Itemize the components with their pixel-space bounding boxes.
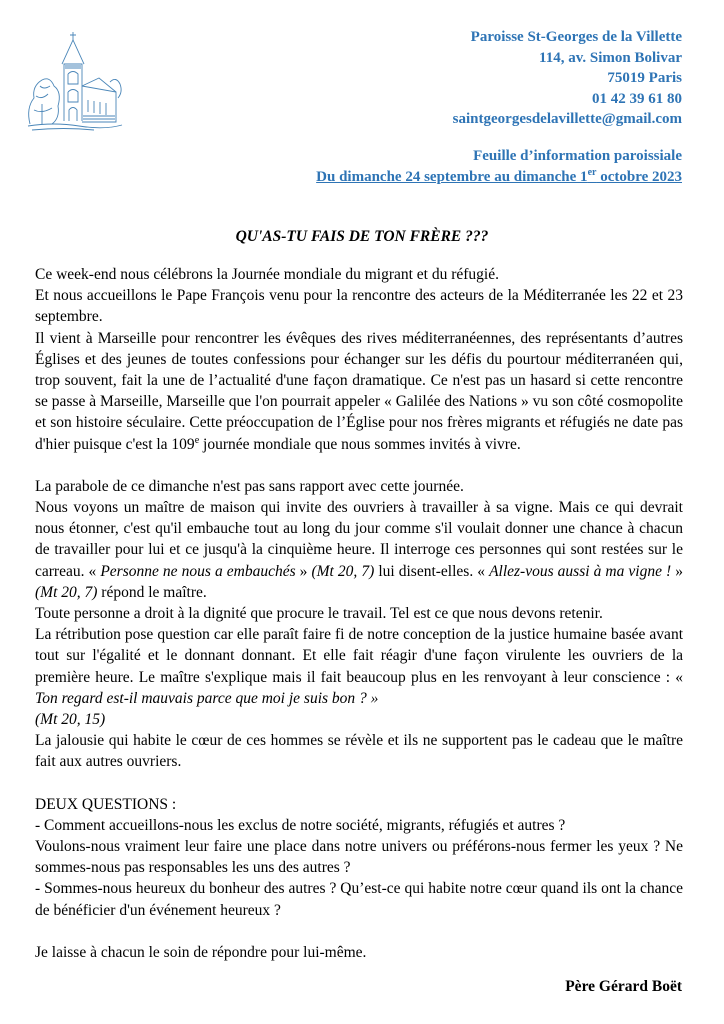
question-item: - Comment accueillons-nous les exclus de notre société, migrants, réfugiés et autres ? (35, 816, 566, 834)
parish-phone: 01 42 39 61 80 (592, 90, 682, 107)
closing-line: Je laisse à chacun le soin de répondre pour lui-même. (35, 943, 367, 961)
paragraph: Ce week-end nous célébrons la Journée mondiale du migrant et du réfugié. (35, 266, 499, 283)
parish-street: 114, av. Simon Bolivar (539, 49, 682, 66)
paragraph: Toute personne a droit à la dignité que procure le travail. Tel est ce que nous devons retenir. (35, 605, 603, 623)
paragraph: Nous voyons un maître de maison qui invite des ouvriers à travailler à sa vigne. Mais ce qui devrait nous étonner, c'est qu'il embauche tout au long du jour comme s'il voulait donner une chance à chacun de travailler pour lui et ce jusqu'à la cinquième heure. Il interroge ces personnes qui sont restées sur le carreau. « Personne ne nous a embauchés » (Mt 20, 7) lui disent-elles. « Allez-vous aussi à ma vigne ! » (Mt 20, 7) répond le maître. (35, 499, 684, 601)
parish-email[interactable]: saintgeorgesdelavillette@gmail.com (452, 111, 682, 127)
article-body (35, 264, 683, 963)
parish-header (453, 27, 682, 130)
bulletin-heading (316, 146, 682, 187)
question-item: Voulons-nous vraiment leur faire une place dans notre univers ou préférons-nous fermer les yeux ? Ne sommes-nous pas responsables les uns des autres ? (35, 838, 683, 877)
bulletin-dates: Du dimanche 24 septembre au dimanche 1er octobre 2023 (316, 166, 682, 185)
paragraph: La rétribution pose question car elle paraît faire fi de notre conception de la justice humaine basée avant tout sur l'égalité et le donnant donnant. Et elle fait réagir d'une façon virulente les ouvriers de la première heure. Le maître s'explique mais il fait beaucoup plus en les renvoyant à leur conscience : « Ton regard est-il mauvais parce que moi je suis bon ? » (Mt 20, 15) (35, 626, 683, 729)
paragraph: La parabole de ce dimanche n'est pas sans rapport avec cette journée. (35, 477, 464, 495)
article-title: QU'AS-TU FAIS DE TON FRÈRE ??? (235, 228, 489, 245)
parish-name: Paroisse St-Georges de la Villette (470, 29, 682, 45)
questions-heading: DEUX QUESTIONS : (35, 795, 177, 813)
parish-city: 75019 Paris (607, 70, 682, 86)
bulletin-label: Feuille d’information paroissiale (473, 148, 682, 164)
signature: Père Gérard Boët (565, 978, 682, 995)
paragraph: La jalousie qui habite le cœur de ces hommes se révèle et ils ne supportent pas le cadeau que le maître fait aux autres ouvriers. (35, 732, 683, 771)
church-sketch-logo (24, 26, 124, 136)
paragraph: Il vient à Marseille pour rencontrer les évêques des rives méditerranéennes, des représentants d’autres Églises et des jeunes de toutes confessions pour échanger sur les défis du pourtour méditerranéen qui, trop souvent, fait la une de l’actualité d'une façon dramatique. Ce n'est pas un hasard si cette rencontre se passe à Marseille, Marseille que l'on pourrait appeler « Galilée des Nations » vu son côté cosmopolite et son histoire séculaire. Cette préoccupation de l’Église pour nos frères migrants et réfugiés ne date pas d'hier puisque c'est la 109e journée mondiale que nous sommes invités à vivre. (35, 329, 683, 453)
paragraph: Et nous accueillons le Pape François venu pour la rencontre des acteurs de la Méditerranée les 22 et 23 septembre. (35, 287, 683, 326)
question-item: - Sommes-nous heureux du bonheur des autres ? Qu’est-ce qui habite notre cœur quand ils ont la chance de bénéficier d'un événement heureux ? (35, 880, 683, 919)
